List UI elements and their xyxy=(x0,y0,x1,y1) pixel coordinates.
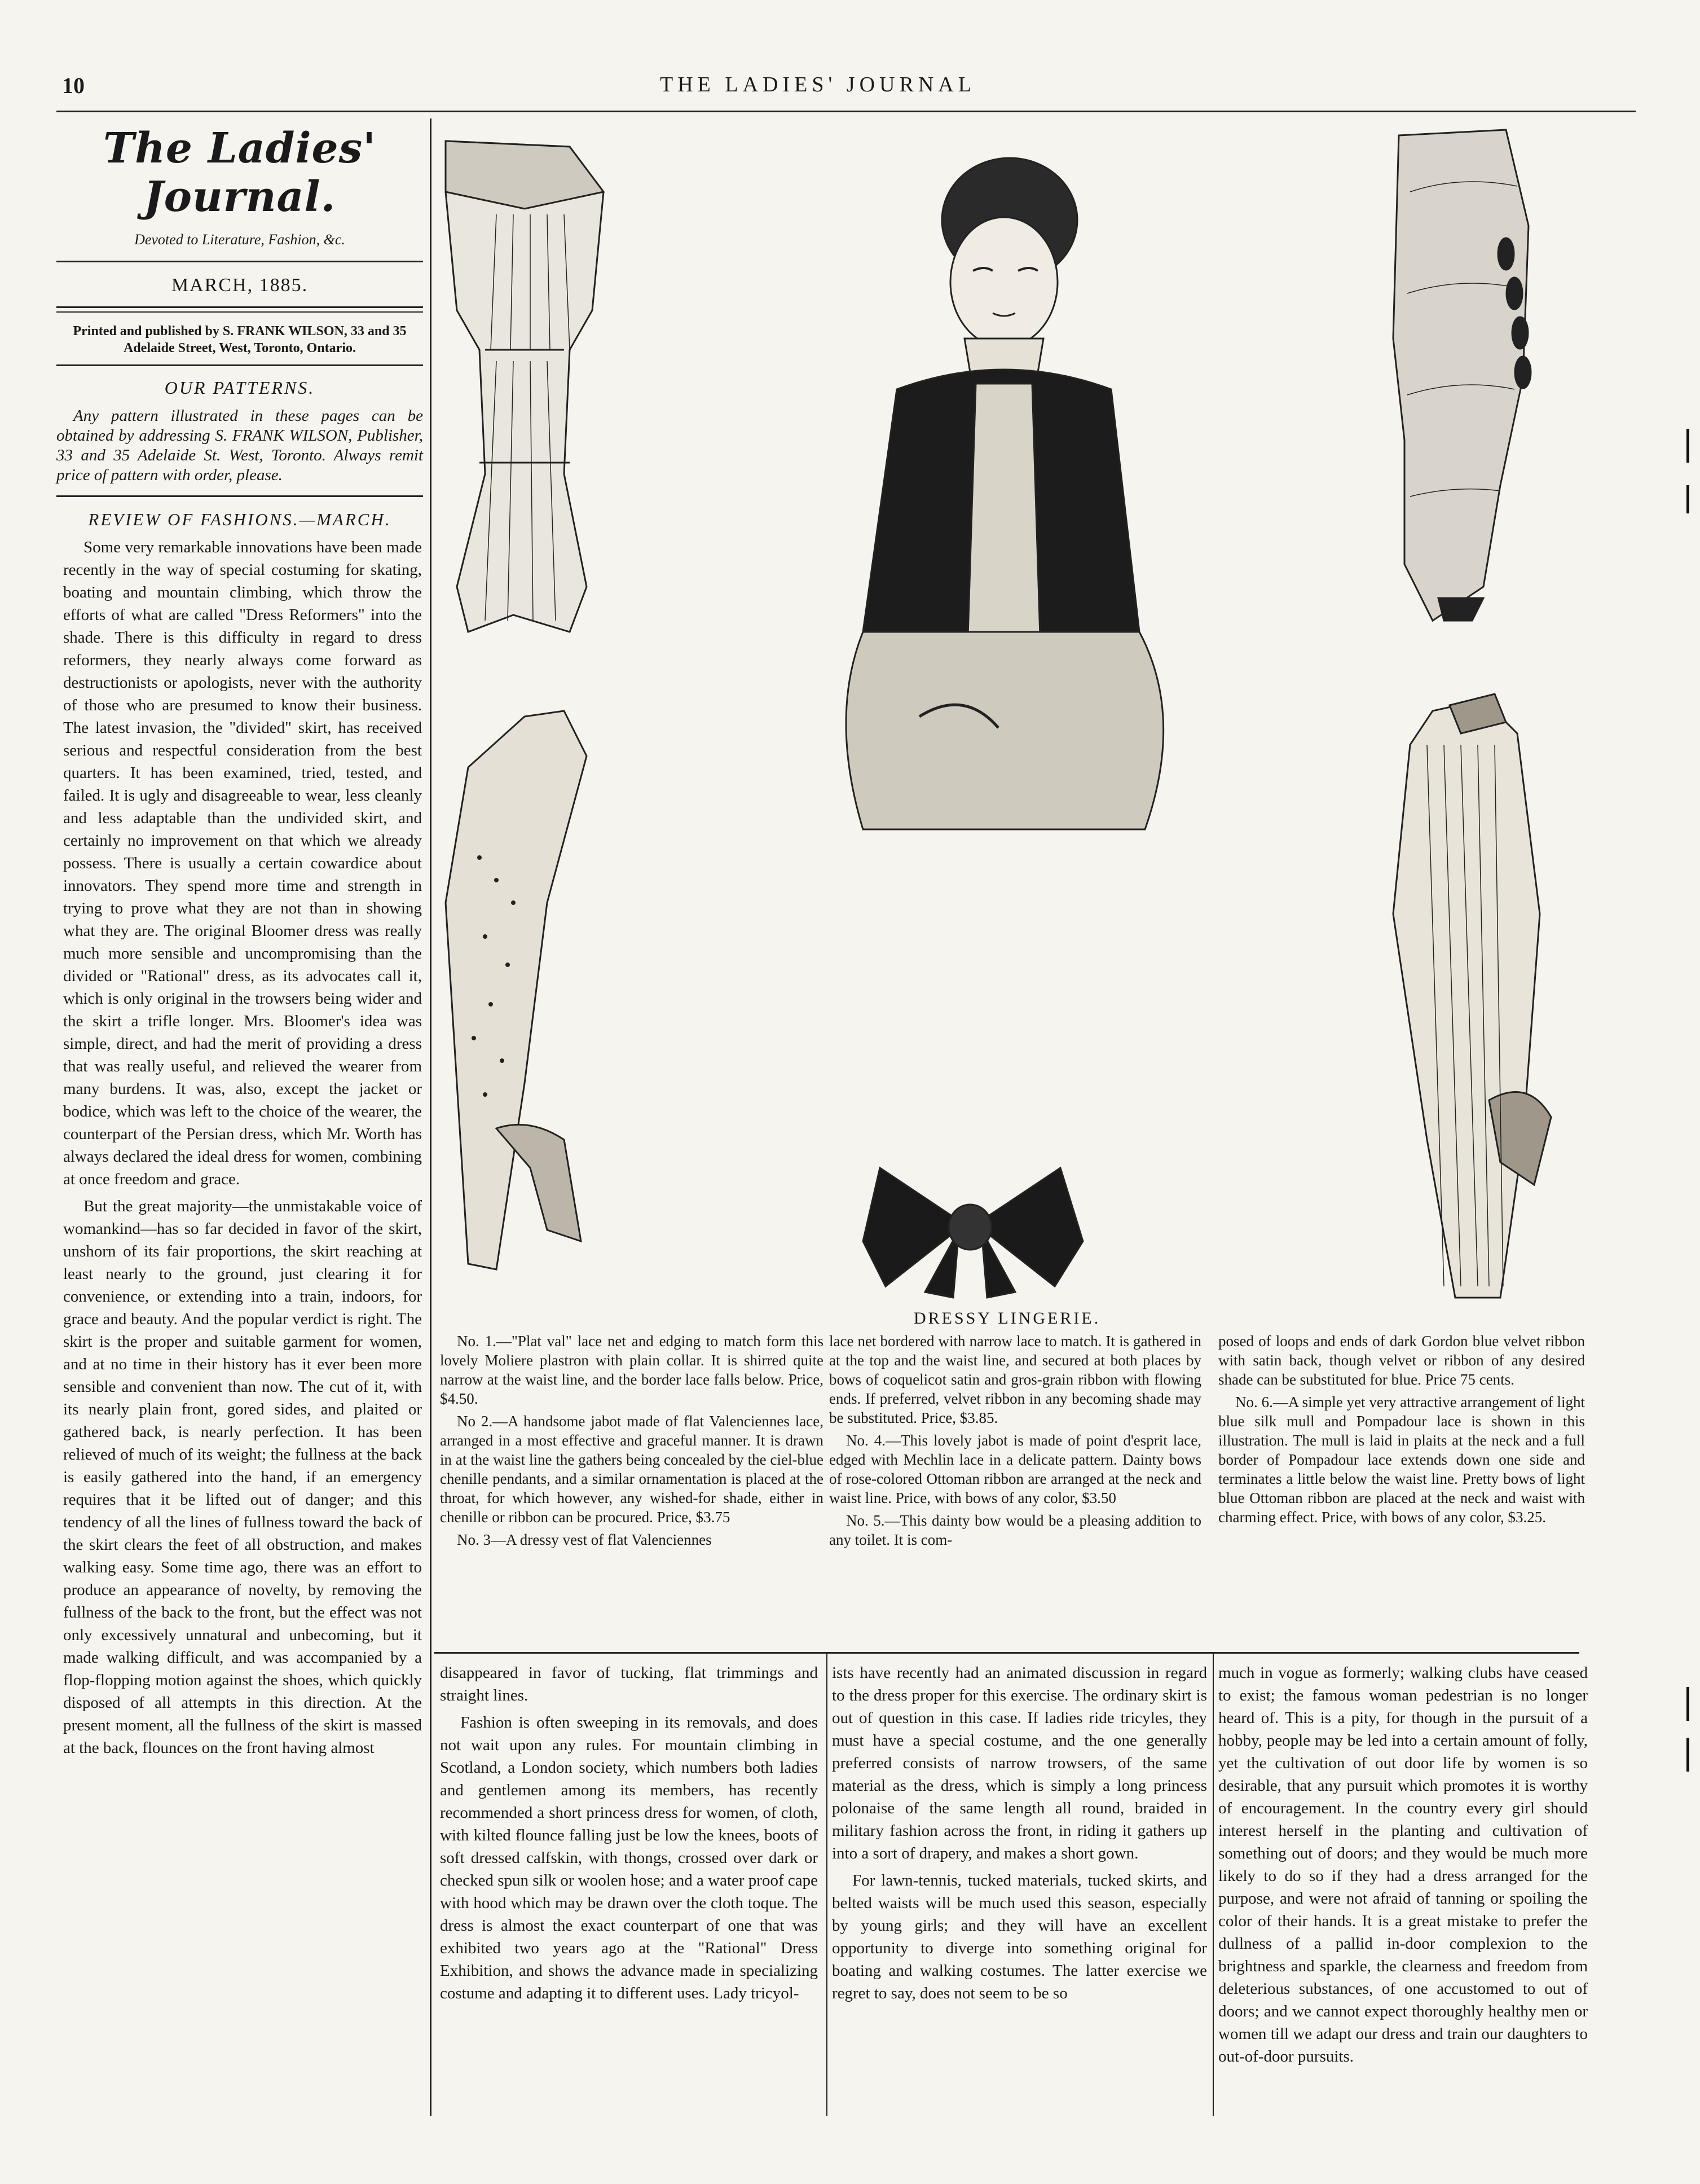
header-rule xyxy=(56,111,1636,112)
article-paragraph: much in vogue as formerly; walking clubs have ceased to exist; the famous woman pedestrian is no longer heard of. This is a pity, for though in the pursuit of a hobby, people may be led into a certain amount of folly, yet the cultivation of out door life by women is so desirable, that any pursuit which promotes it is worthy of encouragement. In the country every girl should interest herself in the planting and cultivation of something out of doors; and they would be much more likely to do so if they had a dress arranged for the purpose, and were not afraid of tanning or spoiling the color of their hands. It is a great mistake to prefer the dullness of a pallid in-door complexion to the brightness and sparkle, the clearness and freedom from deleterious substances, of one accustomed to out of doors; and we cannot expect thoroughly healthy men or women till we adapt our dress and train our daughters to out-of-door pursuits. xyxy=(1218,1664,1588,2066)
date-rule-secondary xyxy=(56,311,423,313)
scan-mark xyxy=(1686,485,1689,513)
running-title: THE LADIES' JOURNAL xyxy=(660,73,976,96)
description-paragraph: lace net bordered with narrow lace to match. It is gathered in at the top and the waist line, and secured at both places by bows of coquelicot satin and gros-grain ribbon with flowing ends. If preferred, velvet ribbon in any becoming shade may be substituted. Price, $3.85. xyxy=(829,1333,1201,1426)
article-paragraph: For lawn-tennis, tucked materials, tucked skirts, and belted waists will be much used this season, especially by young girls; and they will have an excellent opportunity to diverge into something original for boating and walking costumes. The latter exercise we regret to say, does not seem to be so xyxy=(832,1871,1207,2002)
patterns-title: OUR PATTERNS. xyxy=(164,377,315,398)
journal-title: The Ladies' Journal. xyxy=(103,124,376,221)
scan-mark xyxy=(1686,1687,1689,1721)
article-paragraph: ists have recently had an animated discussion in regard to the dress proper for this exercise. The ordinary skirt is out of question in this case. If ladies ride tricyles, they must have a special costume, and the one generally preferred consists of narrow trowsers, of the same material as the dress, which is simply a long princess polonaise of the same length all round, braided in military fashion across the front, in riding it gathers up into a sort of drapery, and makes a short gown. xyxy=(832,1664,1207,1862)
description-paragraph: No. 5.—This dainty bow would be a pleasing addition to any toilet. It is com- xyxy=(829,1512,1201,1548)
printer-notice: Printed and published by S. FRANK WILSON, 33 and 35 Adelaide Street, West, Toronto, Ontario. xyxy=(73,324,407,355)
date-rule xyxy=(56,306,423,308)
scan-mark xyxy=(1686,429,1689,463)
article-column-4 xyxy=(1218,1662,1588,2072)
description-paragraph: No. 4.—This lovely jabot is made of point d'esprit lace, edged with Mechlin lace in a delicate pattern. Dainty bows of rose-colored Ottoman ribbon are arranged at the neck and waist line. Price, with bows of any color, $3.50 xyxy=(829,1432,1201,1506)
article-paragraph: Fashion is often sweeping in its removals, and does not wait upon any rules. For mountain climbing in Scotland, a London society, which numbers both ladies and gentlemen among its members, has recently recommended a short princess dress for women, of cloth, with kilted flounce falling just be low the knees, boots of soft dressed calfskin, with thongs, crossed over dark or checked spun silk or woolen hose; and a water proof cape with hood which may be drawn over the cloth toque. The dress is almost the exact counterpart of one that was exhibited two years ago at the "Rational" Dress Exhibition, and shows the advance made in specializing costume and adapting it to different uses. Lady tricyol- xyxy=(440,1713,818,2002)
description-paragraph: No. 1.—"Plat val" lace net and edging to match form this lovely Moliere plastron with plain collar. It is shirred quite narrow at the waist line, and the border lace falls below. Price, $4.50. xyxy=(440,1333,823,1407)
description-paragraph: No. 6.—A simple yet very attractive arrangement of light blue silk mull and Pompadour lace is shown in this illustration. The mull is laid in plaits at the neck and a full border of Pompadour lace extends down one side and terminates a little below the waist line. Pretty bows of light blue Ottoman ribbon are placed at the neck and waist with charming effect. Price, with bows of any color, $3.25. xyxy=(1218,1394,1585,1526)
review-paragraph: But the great majority—the unmistakable voice of womankind—has so far decided in favor of the skirt, unshorn of its fair proportions, the skirt reaching at least nearly to the ground, just clearing it for convenience, or extending into a train, indoors, for grace and beauty. And the popular verdict is right. The skirt is the proper and suitable garment for women, and at no time in their history has it ever been more sensible and convenient than now. The cut of it, with its nearly plain front, gored sides, and plaited or gathered back, is nearly perfection. It has been relieved of much of its weight; the fullness at the back is easily gathered into the hand, if an emergency requires that it be lifted out of danger; and this tendency of all the lines of fullness toward the back of the skirt clears the feet of all obstruction, and makes walking easy. Some time ago, there was an effort to produce an appearance of novelty, by removing the fullness of the back to the front, but the effect was not only excessively unnatural and unbecoming, but it made walking difficult, and was accompanied by a flop-flopping motion against the shoes, which quickly disposed of all attempts in this direction. At the present moment, all the fullness of the skirt is massed at the back, flounces on the front having almost xyxy=(63,1197,422,1757)
masthead-rule xyxy=(56,261,423,262)
patterns-text: Any pattern illustrated in these pages can be obtained by addressing S. FRANK WILSON, Publisher, 33 and 35 Adelaide St. West, Toronto. Always remit price of pattern with order, please. xyxy=(56,407,423,484)
column-divider xyxy=(1213,1653,1214,2116)
review-paragraph: Some very remarkable innovations have been made recently in the way of special costuming for skating, boating and mountain climbing, which throw the efforts of what are called "Dress Reformers" into the shade. There is this difficulty in regard to dress reformers, they nearly always come forward as destructionists or apologists, never with the authority of those who are presumed to know their business. The latest invasion, the "divided" skirt, has received serious and respectful consideration from the best quarters. It has been examined, tried, tested, and failed. It is ugly and disagreeable to wear, less cleanly and less adaptable than the undivided skirt, and certainly no improvement on that which we already possess. There is usually a certain cowardice about innovators. They spend more time and strength in trying to prove what they are not than in showing what they are. The original Bloomer dress was really much more sensible and uncompromising than the divided or "Rational" dress, as its advocates call it, which is only original in the trowsers being wider and the skirt a trifle longer. Mrs. Bloomer's idea was simple, direct, and had the merit of providing a dress that was really useful, and relieved the wearer from many burdens. It was, also, except the jacket or bodice, which was left to the choice of the wearer, the counterpart of the Persian dress, which Mr. Worth has always declared the ideal dress for women, combining at once freedom and grace. xyxy=(63,538,422,1188)
description-column-2 xyxy=(829,1332,1201,1553)
article-paragraph: disappeared in favor of tucking, flat trimmings and straight lines. xyxy=(440,1664,818,1704)
masthead xyxy=(56,124,423,543)
column-divider xyxy=(826,1653,827,2116)
bow-illustration xyxy=(863,1168,1083,1298)
article-column-2 xyxy=(440,1662,818,2009)
plastron-illustration xyxy=(446,141,604,632)
column-divider xyxy=(430,118,431,2116)
journal-tagline: Devoted to Literature, Fashion, &c. xyxy=(134,231,345,248)
description-paragraph: No. 3—A dressy vest of flat Valenciennes xyxy=(457,1531,712,1548)
scan-mark xyxy=(1686,1738,1689,1772)
description-paragraph: posed of loops and ends of dark Gordon blue velvet ribbon with satin back, though velvet or ribbon of any desired shade can be substituted for blue. Price 75 cents. xyxy=(1218,1333,1585,1388)
review-body xyxy=(63,536,422,1764)
lingerie-illustrations xyxy=(434,124,1579,1303)
page-number: 10 xyxy=(62,73,85,98)
review-title: REVIEW OF FASHIONS.—MARCH. xyxy=(88,509,391,529)
mull-pompadour-illustration xyxy=(1393,694,1551,1298)
description-column-1 xyxy=(440,1332,823,1553)
description-column-3 xyxy=(1218,1332,1585,1530)
vest-illustration xyxy=(446,711,587,1269)
illustration-caption: DRESSY LINGERIE. xyxy=(914,1309,1101,1328)
jabot-illustration xyxy=(1393,130,1531,621)
issue-date: MARCH, 1885. xyxy=(171,275,309,296)
article-column-3 xyxy=(832,1662,1207,2009)
printer-rule xyxy=(56,364,423,366)
section-rule xyxy=(434,1652,1579,1654)
patterns-rule xyxy=(56,495,423,497)
description-paragraph: No 2.—A handsome jabot made of flat Valenciennes lace, arranged in a most effective and graceful manner. It is drawn in at the waist line the gathers being concealed by the ciel-blue chenille pendants, and a similar ornamentation is placed at the throat, for which however, any wished-for shade, either in chenille or ribbon can be procured. Price, $3.75 xyxy=(440,1413,823,1526)
model-figure-illustration xyxy=(846,158,1164,829)
